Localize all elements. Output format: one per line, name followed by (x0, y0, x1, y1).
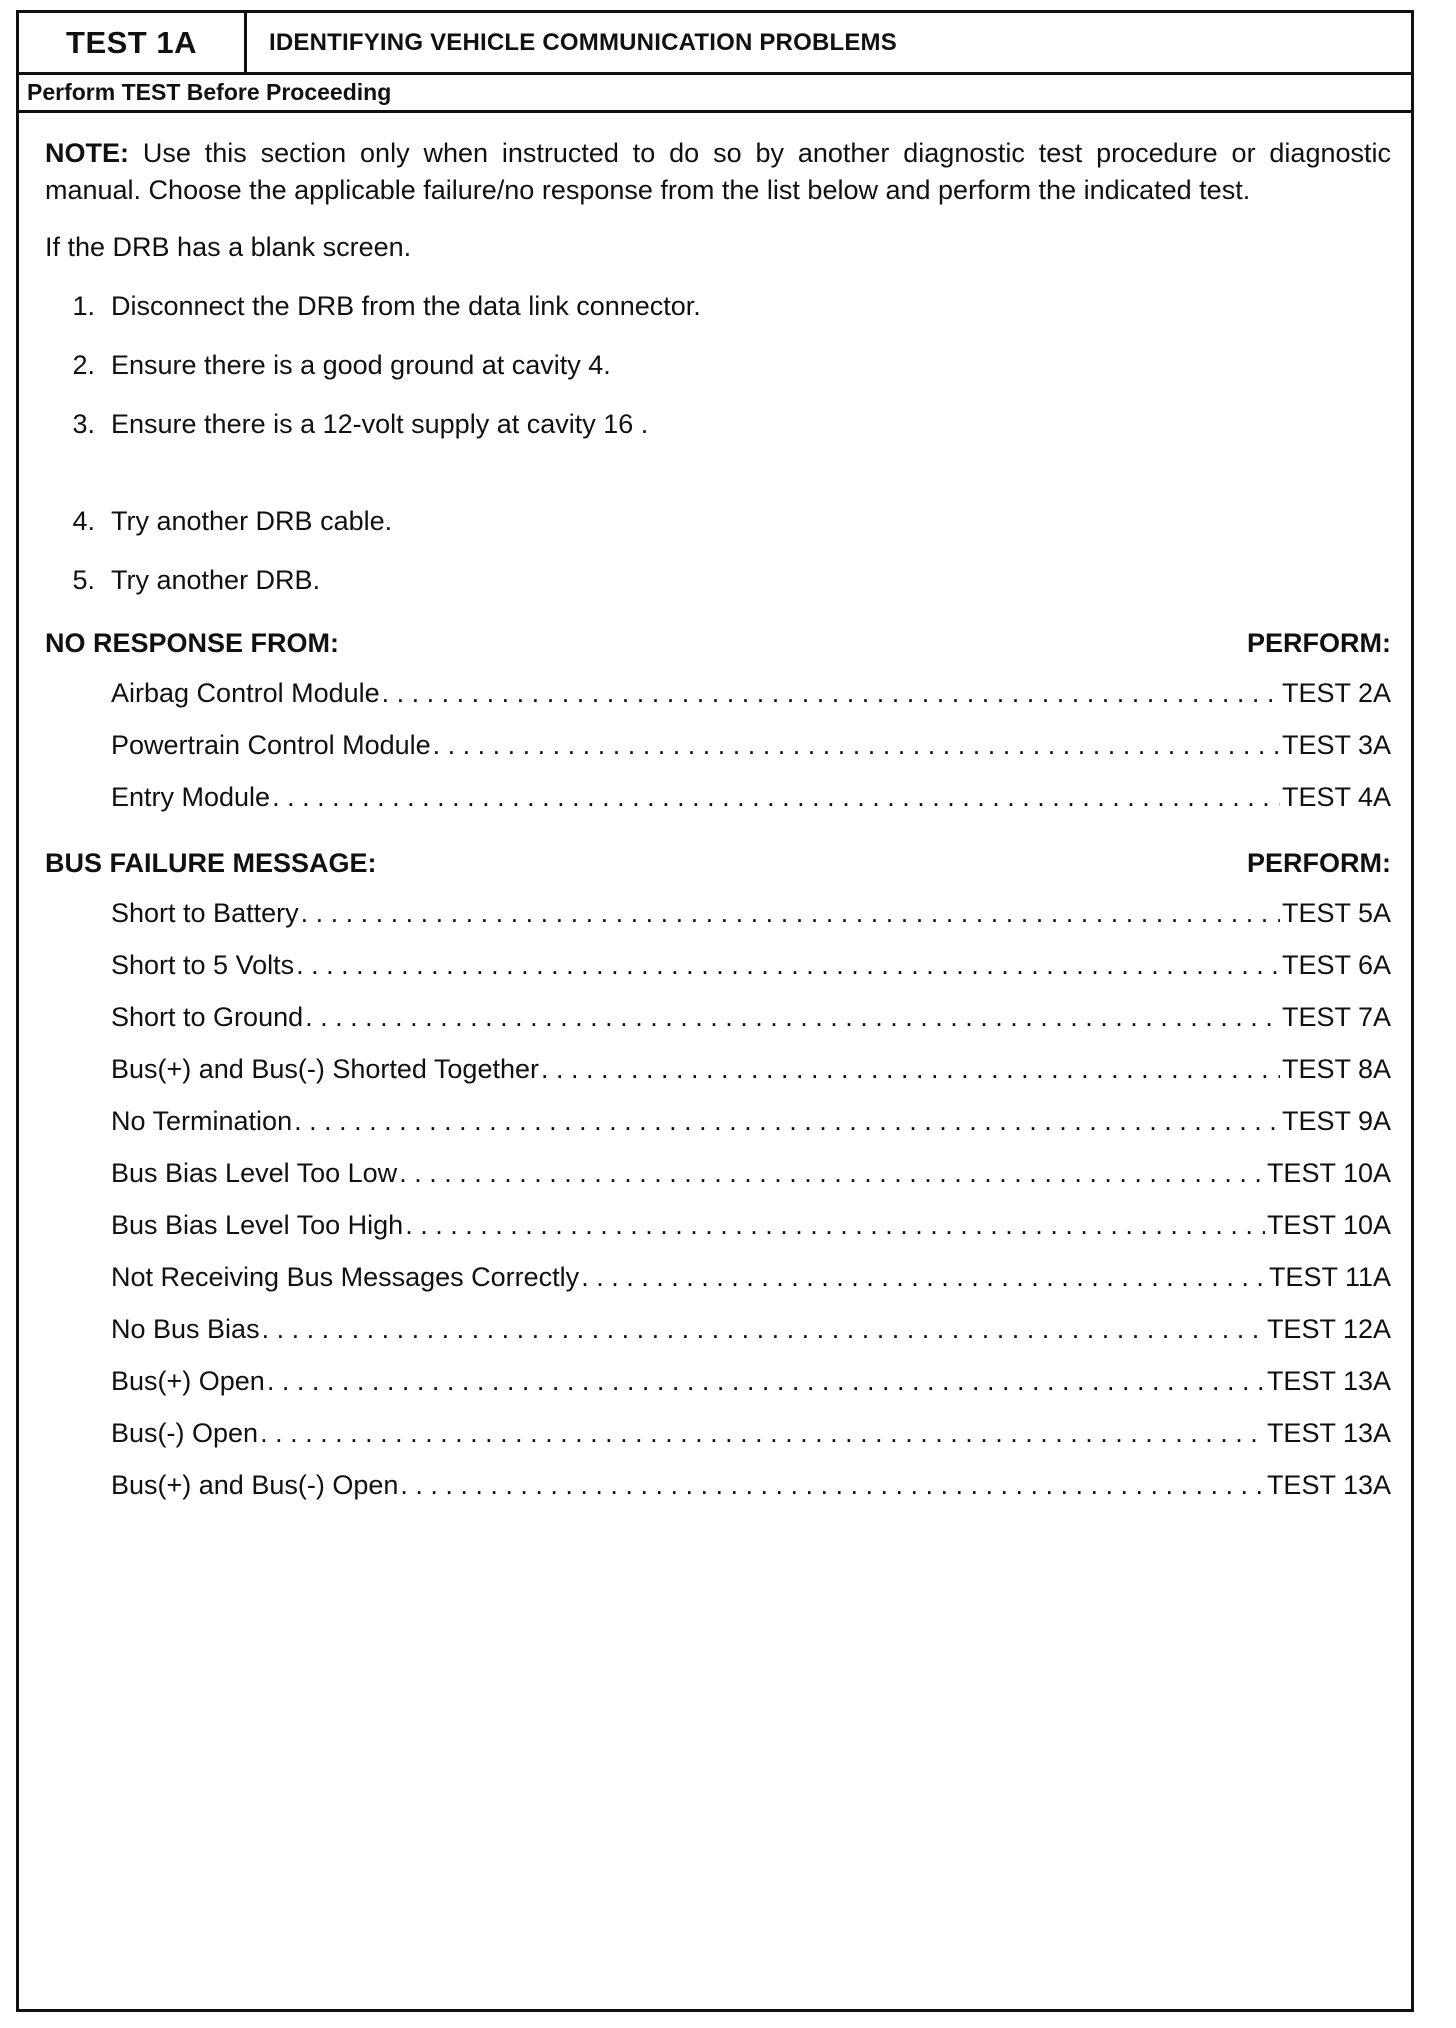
dot-leader (267, 1355, 1265, 1407)
row-label: Not Receiving Bus Messages Correctly (111, 1262, 580, 1292)
lookup-row (45, 1251, 1391, 1303)
row-label: Bus(+) and Bus(-) Shorted Together (111, 1054, 539, 1084)
lookup-row (45, 887, 1391, 939)
lookup-row (45, 1407, 1391, 1459)
row-test-ref: TEST 4A (1281, 782, 1391, 812)
bus-failure-title: BUS FAILURE MESSAGE: (45, 848, 377, 878)
row-label: Bus(+) and Bus(-) Open (111, 1470, 399, 1500)
row-test-ref: TEST 12A (1266, 1314, 1391, 1344)
lookup-row (45, 1459, 1391, 1511)
step-text: Disconnect the DRB from the data link connector. (111, 291, 701, 321)
row-test-ref: TEST 6A (1281, 950, 1391, 980)
subheader: Perform TEST Before Proceeding (19, 75, 1411, 113)
row-test-ref: TEST 7A (1281, 1002, 1391, 1032)
dot-leader (405, 1199, 1265, 1251)
step-text: Try another DRB. (111, 565, 321, 595)
row-label: Bus(-) Open (111, 1418, 259, 1448)
intro-text: If the DRB has a blank screen. (45, 232, 412, 262)
row-test-ref: TEST 11A (1268, 1262, 1391, 1292)
row-label: Short to Battery (111, 898, 299, 928)
header-row (19, 13, 1411, 75)
lookup-row (45, 1147, 1391, 1199)
step-number: 5. (72, 565, 95, 595)
row-label: Airbag Control Module (111, 678, 380, 708)
row-test-ref: TEST 2A (1281, 678, 1391, 708)
row-test-ref: TEST 13A (1266, 1470, 1391, 1500)
lookup-row (45, 771, 1391, 823)
lookup-row (45, 1199, 1391, 1251)
step-item (45, 503, 1391, 540)
no-response-title: NO RESPONSE FROM: (45, 628, 340, 658)
row-test-ref: TEST 8A (1281, 1054, 1391, 1084)
no-response-perform: PERFORM: (1247, 628, 1391, 658)
note-text: Use this section only when instructed to do so by another diagnostic test procedure or diagnostic manual. Choose the applicable failure/no response from the list below and perform the indicated test. (45, 138, 1391, 205)
no-response-list (45, 667, 1391, 823)
step-item (45, 406, 1391, 443)
step-text: Ensure there is a 12-volt supply at cavity 16 . (111, 409, 649, 439)
step-number: 3. (72, 409, 95, 439)
bus-failure-perform: PERFORM: (1247, 848, 1391, 878)
bus-failure-heading (45, 841, 1391, 885)
dot-leader (260, 1407, 1265, 1459)
dot-leader (296, 939, 1280, 991)
step-item (45, 562, 1391, 599)
lookup-row (45, 991, 1391, 1043)
row-label: Short to Ground (111, 1002, 304, 1032)
dot-leader (400, 1459, 1265, 1511)
lookup-row (45, 1355, 1391, 1407)
step-item (45, 288, 1391, 325)
row-test-ref: TEST 5A (1281, 898, 1391, 928)
note-paragraph (45, 135, 1391, 209)
note-label: NOTE: (45, 138, 129, 168)
row-label: Bus(+) Open (111, 1366, 265, 1396)
row-label: Bus Bias Level Too Low (111, 1158, 398, 1188)
row-label: Short to 5 Volts (111, 950, 295, 980)
test-id: TEST 1A (19, 13, 247, 72)
dot-leader (399, 1147, 1265, 1199)
dot-leader (272, 771, 1280, 823)
row-label: No Termination (111, 1106, 293, 1136)
dot-leader (262, 1303, 1265, 1355)
step-number: 1. (72, 291, 95, 321)
lookup-row (45, 1095, 1391, 1147)
row-label: Powertrain Control Module (111, 730, 431, 760)
step-item (45, 347, 1391, 384)
step-number: 4. (72, 506, 95, 536)
dot-leader (541, 1043, 1280, 1095)
lookup-row (45, 667, 1391, 719)
bus-failure-list (45, 887, 1391, 1511)
row-test-ref: TEST 10A (1266, 1158, 1391, 1188)
procedure-frame (16, 10, 1414, 2012)
dot-leader (433, 719, 1280, 771)
dot-leader (382, 667, 1280, 719)
lookup-row (45, 1043, 1391, 1095)
row-test-ref: TEST 10A (1266, 1210, 1391, 1240)
dot-leader (294, 1095, 1280, 1147)
dot-leader (581, 1251, 1267, 1303)
step-text: Ensure there is a good ground at cavity 4. (111, 350, 611, 380)
no-response-heading (45, 621, 1391, 665)
lookup-row (45, 939, 1391, 991)
row-label: No Bus Bias (111, 1314, 260, 1344)
dot-leader (305, 991, 1280, 1043)
row-label: Entry Module (111, 782, 271, 812)
dot-leader (301, 887, 1280, 939)
row-test-ref: TEST 13A (1266, 1418, 1391, 1448)
steps-list (45, 288, 1391, 599)
row-test-ref: TEST 3A (1281, 730, 1391, 760)
content (45, 135, 1391, 1511)
lookup-row (45, 1303, 1391, 1355)
row-label: Bus Bias Level Too High (111, 1210, 404, 1240)
lookup-row (45, 719, 1391, 771)
row-test-ref: TEST 9A (1281, 1106, 1391, 1136)
step-number: 2. (72, 350, 95, 380)
step-text: Try another DRB cable. (111, 506, 393, 536)
test-title: IDENTIFYING VEHICLE COMMUNICATION PROBLEMS (269, 28, 897, 56)
row-test-ref: TEST 13A (1266, 1366, 1391, 1396)
